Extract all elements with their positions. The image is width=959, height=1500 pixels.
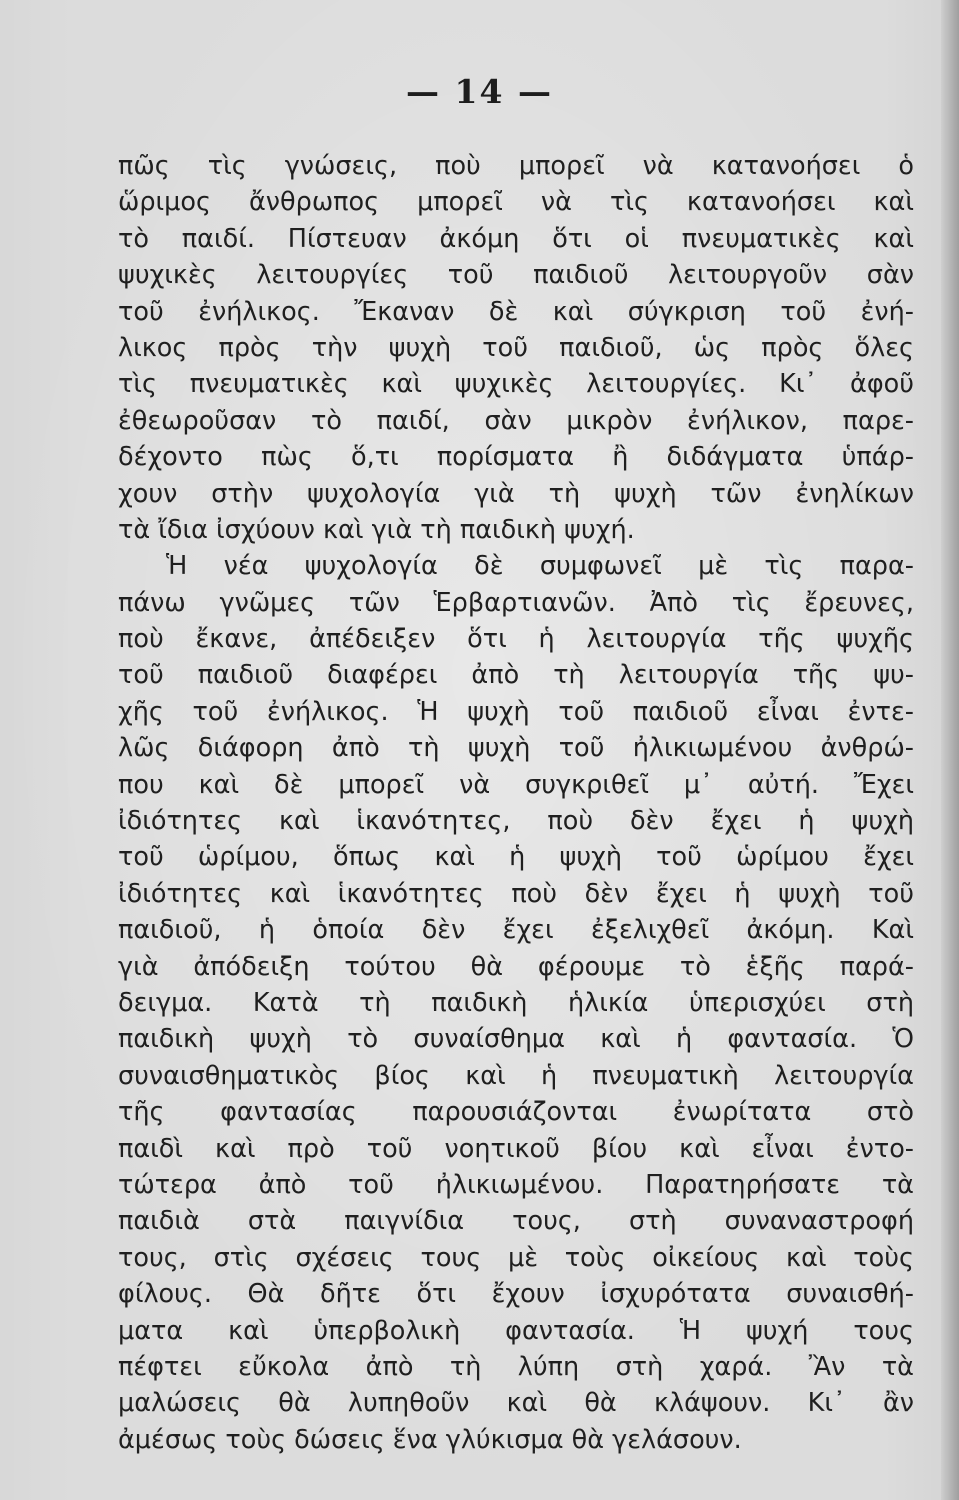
text-line: τὰ ἴδια ἰσχύουν καὶ γιὰ τὴ παιδικὴ ψυχή. <box>118 514 635 545</box>
text-line: δέχοντο πὼς ὅ,τι πορίσματα ἢ διδάγματα ὑπάρ- <box>118 442 914 473</box>
text-line: τοῦ παιδιοῦ διαφέρει ἀπὸ τὴ λειτουργία τῆς ψυ- <box>118 660 914 691</box>
text-line: παιδὶ καὶ πρὸ τοῦ νοητικοῦ βίου καὶ εἶναι ἐντο- <box>118 1133 914 1164</box>
text-line: χουν στὴν ψυχολογία γιὰ τὴ ψυχὴ τῶν ἐνηλίκων <box>118 478 914 509</box>
text-line: τὸ παιδί. Πίστευαν ἀκόμη ὅτι οἱ πνευματικὲς καὶ <box>118 223 914 254</box>
text-line: Ἡ νέα ψυχολογία δὲ συμφωνεῖ μὲ τὶς παρα- <box>166 551 914 582</box>
text-line: πάνω γνῶμες τῶν Ἑρβαρτιανῶν. Ἀπὸ τὶς ἔρευνες, <box>118 587 914 618</box>
text-line: γιὰ ἀπόδειξη τούτου θὰ φέρουμε τὸ ἑξῆς παρά- <box>118 951 914 982</box>
text-line: μαλώσεις θὰ λυπηθοῦν καὶ θὰ κλάψουν. Κι᾿ ἂν <box>118 1388 914 1419</box>
text-line: λῶς διάφορη ἀπὸ τὴ ψυχὴ τοῦ ἠλικιωμένου ἀνθρώ- <box>118 733 914 764</box>
text-line: παιδιὰ στὰ παιγνίδια τους, στὴ συναναστροφή <box>118 1206 914 1237</box>
paragraph <box>118 148 914 548</box>
text-line: λικος πρὸς τὴν ψυχὴ τοῦ παιδιοῦ, ὡς πρὸς ὅλες <box>118 332 914 363</box>
text-line: τοῦ ὡρίμου, ὅπως καὶ ἡ ψυχὴ τοῦ ὡρίμου ἔχει <box>118 842 914 873</box>
text-line: παιδιοῦ, ἡ ὁποία δὲν ἔχει ἐξελιχθεῖ ἀκόμη. Καὶ <box>118 915 914 946</box>
text-line: ὥριμος ἄνθρωπος μπορεῖ νὰ τὶς κατανοήσει καὶ <box>118 187 914 218</box>
page-number: — 14 — <box>406 72 553 111</box>
text-line: φίλους. Θὰ δῆτε ὅτι ἔχουν ἰσχυρότατα συναισθή- <box>118 1279 914 1310</box>
text-line: συναισθηματικὸς βίος καὶ ἡ πνευματικὴ λειτουργία <box>118 1060 914 1091</box>
page-binding-edge <box>941 0 959 1500</box>
paragraph <box>118 548 914 1458</box>
text-line: τους, στὶς σχέσεις τους μὲ τοὺς οἰκείους καὶ τοὺς <box>118 1242 914 1273</box>
text-line: πῶς τὶς γνώσεις, ποὺ μπορεῖ νὰ κατανοήσει ὁ <box>118 151 914 181</box>
text-line: ψυχικὲς λειτουργίες τοῦ παιδιοῦ λειτουργοῦν σὰν <box>118 260 914 291</box>
text-line: που καὶ δὲ μπορεῖ νὰ συγκριθεῖ μ᾿ αὐτή. Ἔχει <box>118 769 914 800</box>
text-line: δειγμα. Κατὰ τὴ παιδικὴ ἡλικία ὑπερισχύει στὴ <box>118 987 914 1018</box>
text-line: τὶς πνευματικὲς καὶ ψυχικὲς λειτουργίες. Κι᾿ ἀφοῦ <box>118 369 914 400</box>
text-line: τώτερα ἀπὸ τοῦ ἠλικιωμένου. Παρατηρήσατε τὰ <box>118 1169 914 1200</box>
text-line: ἰδιότητες καὶ ἱκανότητες, ποὺ δὲν ἔχει ἡ ψυχὴ <box>118 806 914 837</box>
body-text <box>118 148 914 1458</box>
text-line: ἐθεωροῦσαν τὸ παιδί, σὰν μικρὸν ἐνήλικον, παρε- <box>118 405 914 436</box>
text-line: τῆς φαντασίας παρουσιάζονται ἐνωρίτατα στὸ <box>118 1097 914 1128</box>
text-line: χῆς τοῦ ἐνήλικος. Ἡ ψυχὴ τοῦ παιδιοῦ εἶναι ἐντε- <box>118 696 914 727</box>
text-line: ἰδιότητες καὶ ἱκανότητες ποὺ δὲν ἔχει ἡ ψυχὴ τοῦ <box>118 878 914 909</box>
text-line: ματα καὶ ὑπερβολικὴ φαντασία. Ἡ ψυχή τους <box>118 1315 914 1346</box>
text-line: ποὺ ἔκανε, ἀπέδειξεν ὅτι ἡ λειτουργία τῆς ψυχῆς <box>118 624 914 655</box>
text-line: τοῦ ἐνήλικος. Ἔκαναν δὲ καὶ σύγκριση τοῦ ἐνή- <box>118 296 914 327</box>
text-line: παιδικὴ ψυχὴ τὸ συναίσθημα καὶ ἡ φαντασία. Ὁ <box>118 1024 914 1055</box>
text-line: πέφτει εὔκολα ἀπὸ τὴ λύπη στὴ χαρά. Ἂν τὰ <box>118 1351 914 1382</box>
text-line: ἀμέσως τοὺς δώσεις ἕνα γλύκισμα θὰ γελάσουν. <box>118 1424 742 1455</box>
